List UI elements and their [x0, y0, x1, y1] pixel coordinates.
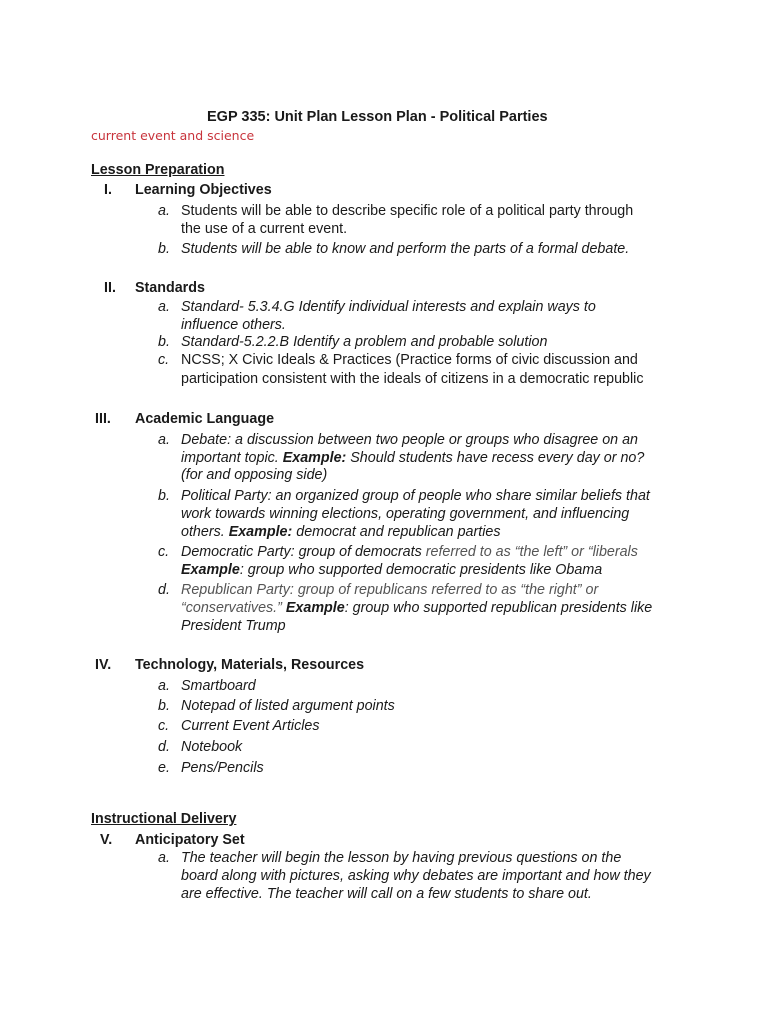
definition-line: Debate: a discussion between two people or groups who disagree on an: [181, 432, 639, 448]
outline-letter: c.: [158, 544, 170, 560]
definition-line: (for and opposing side): [181, 467, 328, 483]
definition-text-faded: referred to as “the left” or “liberals: [425, 544, 638, 560]
definition-text-faded: “conservatives.”: [181, 600, 286, 616]
material-item: Pens/Pencils: [181, 760, 264, 776]
definition-text: others.: [181, 524, 229, 540]
definition-text: democrat and republican parties: [292, 524, 501, 540]
outline-numeral: V.: [100, 832, 113, 848]
outline-letter: a.: [158, 850, 170, 866]
material-item: Smartboard: [181, 678, 256, 694]
definition-line: [181, 543, 638, 561]
outline-heading-anticipatory-set: Anticipatory Set: [135, 832, 245, 848]
standard-line: Standard-5.2.2.B Identify a problem and probable solution: [181, 334, 548, 350]
definition-line: [181, 599, 652, 617]
outline-letter: a.: [158, 203, 170, 219]
section-heading-lesson-preparation: Lesson Preparation: [91, 162, 225, 178]
definition-line: Political Party: an organized group of people who share similar beliefs that: [181, 488, 650, 504]
definition-line: [181, 561, 602, 579]
outline-numeral: III.: [95, 411, 111, 427]
definition-line: [181, 523, 501, 541]
definition-text: Should students have recess every day or no?: [346, 450, 645, 466]
outline-letter: d.: [158, 739, 170, 755]
outline-letter: e.: [158, 760, 170, 776]
definition-text: : group who supported democratic presidents like Obama: [239, 562, 603, 578]
standard-line: NCSS; X Civic Ideals & Practices (Practice forms of civic discussion and: [181, 352, 638, 368]
definition-line: President Trump: [181, 618, 286, 634]
outline-heading-standards: Standards: [135, 280, 205, 296]
outline-heading-academic-language: Academic Language: [135, 411, 275, 427]
outline-letter: c.: [158, 352, 170, 368]
outline-heading-technology-materials: Technology, Materials, Resources: [135, 657, 365, 673]
outline-numeral: II.: [104, 280, 116, 296]
definition-text: important topic.: [181, 450, 283, 466]
objective-line: Students will be able to describe specific role of a political party through: [181, 203, 634, 219]
standard-line: influence others.: [181, 317, 286, 333]
material-item: Notepad of listed argument points: [181, 698, 395, 714]
outline-letter: a.: [158, 432, 170, 448]
outline-numeral: IV.: [95, 657, 112, 673]
outline-letter: b.: [158, 488, 170, 504]
outline-letter: b.: [158, 698, 170, 714]
standard-line: participation consistent with the ideals of citizens in a democratic republic: [181, 371, 644, 387]
definition-text: Democratic Party: group of democrats: [181, 544, 426, 560]
objective-line: the use of a current event.: [181, 221, 348, 237]
example-label: Example:: [282, 450, 347, 466]
objective-line: Students will be able to know and perform the parts of a formal debate.: [181, 241, 630, 257]
material-item: Notebook: [181, 739, 243, 755]
document-subtitle: current event and science: [91, 128, 255, 143]
outline-letter: a.: [158, 678, 170, 694]
delivery-line: The teacher will begin the lesson by having previous questions on the: [181, 850, 622, 866]
document-title: EGP 335: Unit Plan Lesson Plan - Political Parties: [207, 109, 548, 125]
delivery-line: are effective. The teacher will call on a few students to share out.: [181, 886, 592, 902]
definition-line: Republican Party: group of republicans referred to as “the right” or: [181, 582, 599, 598]
outline-heading-learning-objectives: Learning Objectives: [135, 182, 272, 198]
outline-letter: a.: [158, 299, 170, 315]
material-item: Current Event Articles: [181, 718, 320, 734]
outline-numeral: I.: [104, 182, 112, 198]
outline-letter: d.: [158, 582, 170, 598]
example-label: Example:: [228, 524, 293, 540]
outline-letter: b.: [158, 241, 170, 257]
example-label: Example: [285, 600, 345, 616]
section-heading-instructional-delivery: Instructional Delivery: [91, 811, 237, 827]
definition-text: : group who supported republican presidents like: [344, 600, 653, 616]
example-label: Example: [181, 562, 240, 578]
definition-line: [181, 449, 644, 467]
outline-letter: b.: [158, 334, 170, 350]
delivery-line: board along with pictures, asking why debates are important and how they: [181, 868, 651, 884]
definition-line: work towards winning elections, operating government, and influencing: [181, 506, 630, 522]
standard-line: Standard- 5.3.4.G Identify individual interests and explain ways to: [181, 299, 596, 315]
outline-letter: c.: [158, 718, 170, 734]
